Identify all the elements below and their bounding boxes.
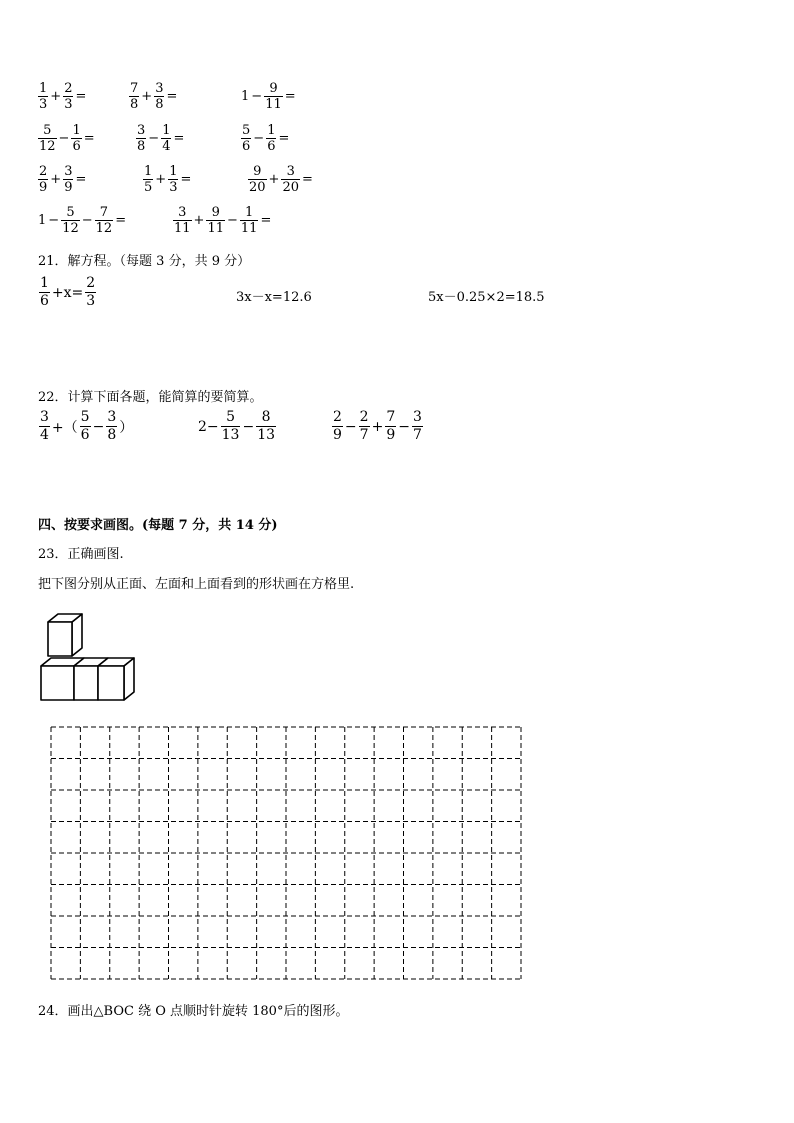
operator: − [251, 89, 263, 104]
fraction [241, 124, 251, 153]
numerator: 2 [39, 164, 48, 179]
denominator: 6 [72, 139, 81, 154]
numerator: 9 [211, 205, 220, 220]
denominator: 11 [265, 97, 282, 112]
cube-bottom-3-front [98, 666, 124, 700]
numerator: 1 [72, 123, 81, 138]
operator: = [166, 89, 178, 104]
fraction [63, 82, 73, 111]
denominator: 6 [40, 293, 49, 309]
q22-expression-1 [38, 410, 134, 443]
numerator: 9 [269, 81, 278, 96]
fraction [61, 206, 80, 235]
fraction [95, 206, 114, 235]
numerator: 1 [144, 164, 153, 179]
q21-equation-3: 5x－0.25×2=18.5 [428, 290, 545, 305]
operator: = [173, 131, 185, 146]
operator: = [302, 172, 313, 187]
operator: + [141, 89, 153, 104]
denominator: 11 [207, 221, 224, 236]
denominator: 12 [39, 139, 56, 154]
denominator: 6 [80, 427, 90, 443]
numerator: 7 [99, 205, 109, 220]
denominator: 13 [221, 427, 240, 443]
numerator: 2 [333, 409, 342, 425]
numerator: 1 [245, 205, 254, 220]
fraction [85, 276, 96, 309]
operator: + [193, 213, 205, 228]
denominator: 4 [40, 427, 49, 443]
q23-instruction: 把下图分别从正面、左面和上面看到的形状画在方格里. [38, 577, 355, 592]
cube-figure [38, 612, 138, 706]
numerator: 3 [286, 164, 295, 179]
fraction [154, 82, 164, 111]
numerator: 5 [66, 205, 75, 220]
fraction [281, 165, 300, 194]
denominator: 6 [267, 139, 276, 154]
fraction [221, 410, 241, 443]
cube-bottom-1-front [41, 666, 74, 700]
fraction [161, 124, 171, 153]
operator: − [48, 213, 60, 228]
denominator: 9 [333, 427, 342, 443]
q23-title: 23．正确画图. [38, 547, 124, 562]
numerator: 2 [86, 275, 96, 291]
fraction [266, 124, 276, 153]
operator: − [81, 213, 93, 228]
number: 2− [198, 418, 219, 435]
cube-bottom-3-side [124, 658, 134, 700]
numerator: 3 [412, 409, 422, 425]
operator: − [398, 418, 410, 435]
numerator: 5 [242, 123, 251, 138]
numerator: 7 [386, 409, 396, 425]
fraction [240, 206, 259, 235]
operator: − [58, 131, 70, 146]
fraction [129, 82, 139, 111]
operator: = [260, 213, 272, 228]
operator: − [344, 418, 357, 435]
operator: + [50, 89, 62, 104]
q24-title: 24．画出△BOC 绕 O 点顺时针旋转 180°后的图形。 [38, 1004, 349, 1019]
cube-top-front [48, 622, 72, 656]
operator: − [148, 131, 160, 146]
numerator: 1 [162, 123, 171, 138]
arith-3-2 [142, 165, 192, 194]
denominator: 12 [95, 221, 113, 236]
denominator: 9 [386, 427, 396, 443]
operator: − [242, 418, 255, 435]
denominator: 20 [249, 180, 266, 195]
q22-expression-3 [331, 410, 424, 443]
numerator: 3 [107, 409, 117, 425]
denominator: 7 [359, 427, 369, 443]
fraction [173, 206, 192, 235]
arith-4-1 [37, 206, 127, 235]
numerator: 8 [261, 409, 271, 425]
fraction [264, 82, 283, 111]
operator: = [75, 89, 87, 104]
fraction [412, 410, 423, 443]
denominator: 13 [257, 427, 276, 443]
fraction [63, 165, 73, 194]
operator: + [371, 418, 384, 435]
numerator: 1 [267, 123, 276, 138]
fraction [106, 410, 117, 443]
arith-1-3 [240, 82, 297, 111]
operator: + [268, 172, 280, 187]
fraction [39, 410, 50, 443]
fraction [385, 410, 396, 443]
numerator: 2 [64, 81, 73, 96]
denominator: 5 [144, 180, 153, 195]
numerator: 3 [137, 123, 146, 138]
arith-3-3 [247, 165, 314, 194]
numerator: 3 [178, 205, 187, 220]
operator: ） [119, 419, 134, 436]
numerator: 1 [40, 275, 49, 291]
operator: = [284, 89, 296, 104]
number: 1 [241, 89, 250, 104]
fraction [71, 124, 81, 153]
cube-bottom-2-front [74, 666, 98, 700]
denominator: 6 [242, 139, 251, 154]
operator: = [83, 131, 95, 146]
operator: = [115, 213, 127, 228]
operator: − [227, 213, 238, 228]
numerator: 7 [130, 81, 139, 96]
q21-equation-1 [38, 276, 97, 309]
operator: = [75, 172, 87, 187]
operator: + [50, 172, 62, 187]
denominator: 3 [86, 293, 96, 309]
operator: = [278, 131, 290, 146]
denominator: 8 [130, 97, 139, 112]
denominator: 8 [155, 97, 164, 112]
denominator: 3 [39, 97, 48, 112]
numerator: 3 [40, 409, 49, 425]
fraction [80, 410, 91, 443]
dashed-grid[interactable] [50, 726, 522, 980]
arith-1-2 [128, 82, 178, 111]
fraction [143, 165, 153, 194]
fraction [39, 276, 50, 309]
denominator: 11 [174, 221, 191, 236]
numerator: 5 [80, 409, 90, 425]
operator: = [180, 172, 192, 187]
fraction [168, 165, 178, 194]
numerator: 5 [43, 123, 52, 138]
numerator: 5 [226, 409, 236, 425]
q22-expression-2 [197, 410, 277, 443]
numerator: 1 [39, 81, 48, 96]
numerator: 1 [169, 164, 178, 179]
denominator: 3 [64, 97, 73, 112]
numerator: 3 [64, 164, 73, 179]
denominator: 8 [107, 427, 117, 443]
fraction [38, 124, 57, 153]
operator: +（ [51, 419, 78, 436]
arith-3-1 [37, 165, 87, 194]
denominator: 7 [412, 427, 422, 443]
denominator: 9 [64, 180, 73, 195]
fraction [359, 410, 370, 443]
denominator: 9 [39, 180, 48, 195]
denominator: 20 [282, 180, 299, 195]
q22-title: 22．计算下面各题，能简算的要简算。 [38, 390, 263, 405]
q21-title: 21．解方程。（每题 3 分，共 9 分） [38, 254, 251, 269]
fraction [38, 165, 48, 194]
numerator: 3 [155, 81, 164, 96]
denominator: 11 [240, 221, 258, 236]
section-4-heading: 四、按要求画图。(每题 7 分，共 14 分) [38, 518, 278, 533]
denominator: 3 [169, 180, 178, 195]
denominator: 4 [162, 139, 171, 154]
arith-1-1 [37, 82, 87, 111]
fraction [206, 206, 225, 235]
arith-4-2 [172, 206, 272, 235]
operator: − [253, 131, 265, 146]
arith-2-2 [135, 124, 185, 153]
operator: + [155, 172, 167, 187]
fraction [332, 410, 343, 443]
operator: − [92, 418, 105, 435]
denominator: 8 [137, 139, 146, 154]
arith-2-1 [37, 124, 96, 153]
denominator: 12 [62, 221, 79, 236]
numerator: 2 [359, 409, 369, 425]
arith-2-3 [240, 124, 290, 153]
number: 1 [38, 213, 47, 228]
q21-equation-2: 3x－x=12.6 [236, 290, 312, 305]
fraction [38, 82, 48, 111]
numerator: 9 [253, 164, 262, 179]
fraction [248, 165, 267, 194]
operator: +x= [51, 284, 84, 301]
fraction [136, 124, 146, 153]
fraction [256, 410, 276, 443]
